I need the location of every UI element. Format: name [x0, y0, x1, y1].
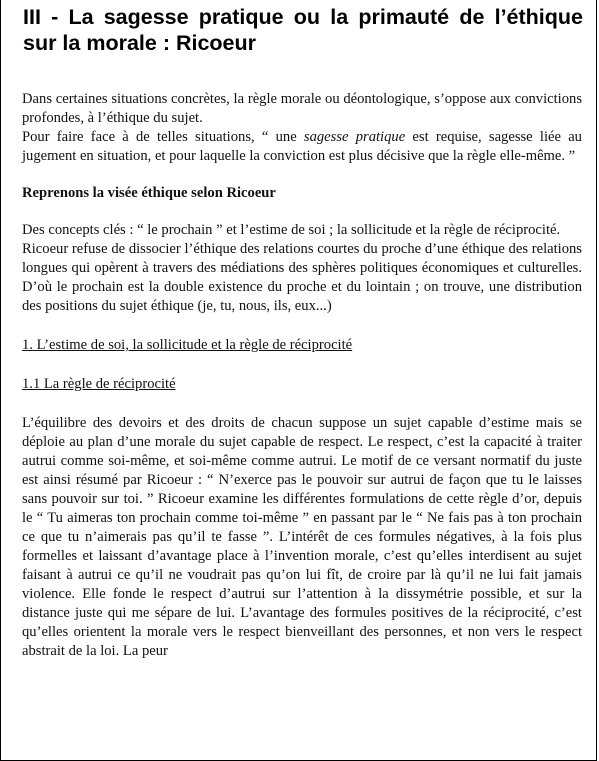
reciprocity-paragraph: L’équilibre des devoirs et des droits de chacun suppose un sujet capable d’estime mais se déploie au plan d’une morale du sujet capable de respect. Le respect, c’est la capacité à traiter autrui comme soi-même, et soi-même comme autrui. Le motif de ce versant normatif du juste est ainsi résumé par Ricoeur : “ N’exerce pas le pouvoir sur autrui de façon que tu le laisses sans pouvoir sur toi. ” Ricoeur examine les différentes formulations de cette règle d’or, depuis le “ Tu aimeras ton prochain comme toi-même ” en passant par le “ Ne fais pas à ton prochain ce que tu n’aimerais pas qu’il te fasse ”. L’intérêt de ces formules négatives, à la fois plus formelles et laissant d’avantage place à l’invention morale, c’est qu’elles interdisent au sujet faisant à autrui ce qu’il ne voudrait pas qu’on lui fît, de croire par là qu’il ne lui fait jamais violence. Elle fonde le respect d’autrui sur l’attention à la dissymétrie possible, et sur la distance juste qui me sépare de lui. L’avantage des formules positives de la réciprocité, c’est qu’elles orientent la morale vers le respect bienveillant des personnes, et non vers le respect abstrait de la loi. La peur [22, 415, 582, 659]
page-title: III - La sagesse pratique ou la primauté de l’éthique sur la morale : Ricoeur [23, 5, 583, 55]
subsection-heading-1: 1. L’estime de soi, la sollicitude et la règle de réciprocité [22, 337, 353, 353]
intro-paragraph-1: Dans certaines situations concrètes, la règle morale ou déontologique, s’oppose aux convictions profondes, à l’éthique du sujet. [22, 91, 582, 126]
intro-text-before: Pour faire face à de telles situations, “ une [22, 129, 304, 145]
subsection-heading-1-1: 1.1 La règle de réciprocité [22, 376, 176, 392]
intro-paragraph-2 [22, 128, 582, 166]
intro-text-after: est requise, sagesse liée au jugement en situation, et pour laquelle la conviction est plus décisive que la règle elle-même. ” [22, 129, 582, 164]
document-body [22, 90, 582, 661]
concepts-paragraph-2: Ricoeur refuse de dissocier l’éthique des relations courtes du proche d’une éthique des relations longues qui opèrent à travers des médiations des sphères politiques économiques et culturelles. D’où le prochain est la double existence du proche et du lointain ; on trouve, une distribution des positions du sujet éthique (je, tu, nous, ils, eux...) [22, 241, 582, 314]
intro-italic-term: sagesse pratique [303, 129, 406, 145]
concepts-paragraph-1: Des concepts clés : “ le prochain ” et l’estime de soi ; la sollicitude et la règle de réciprocité. [22, 222, 561, 238]
section-heading: Reprenons la visée éthique selon Ricoeur [22, 185, 276, 201]
